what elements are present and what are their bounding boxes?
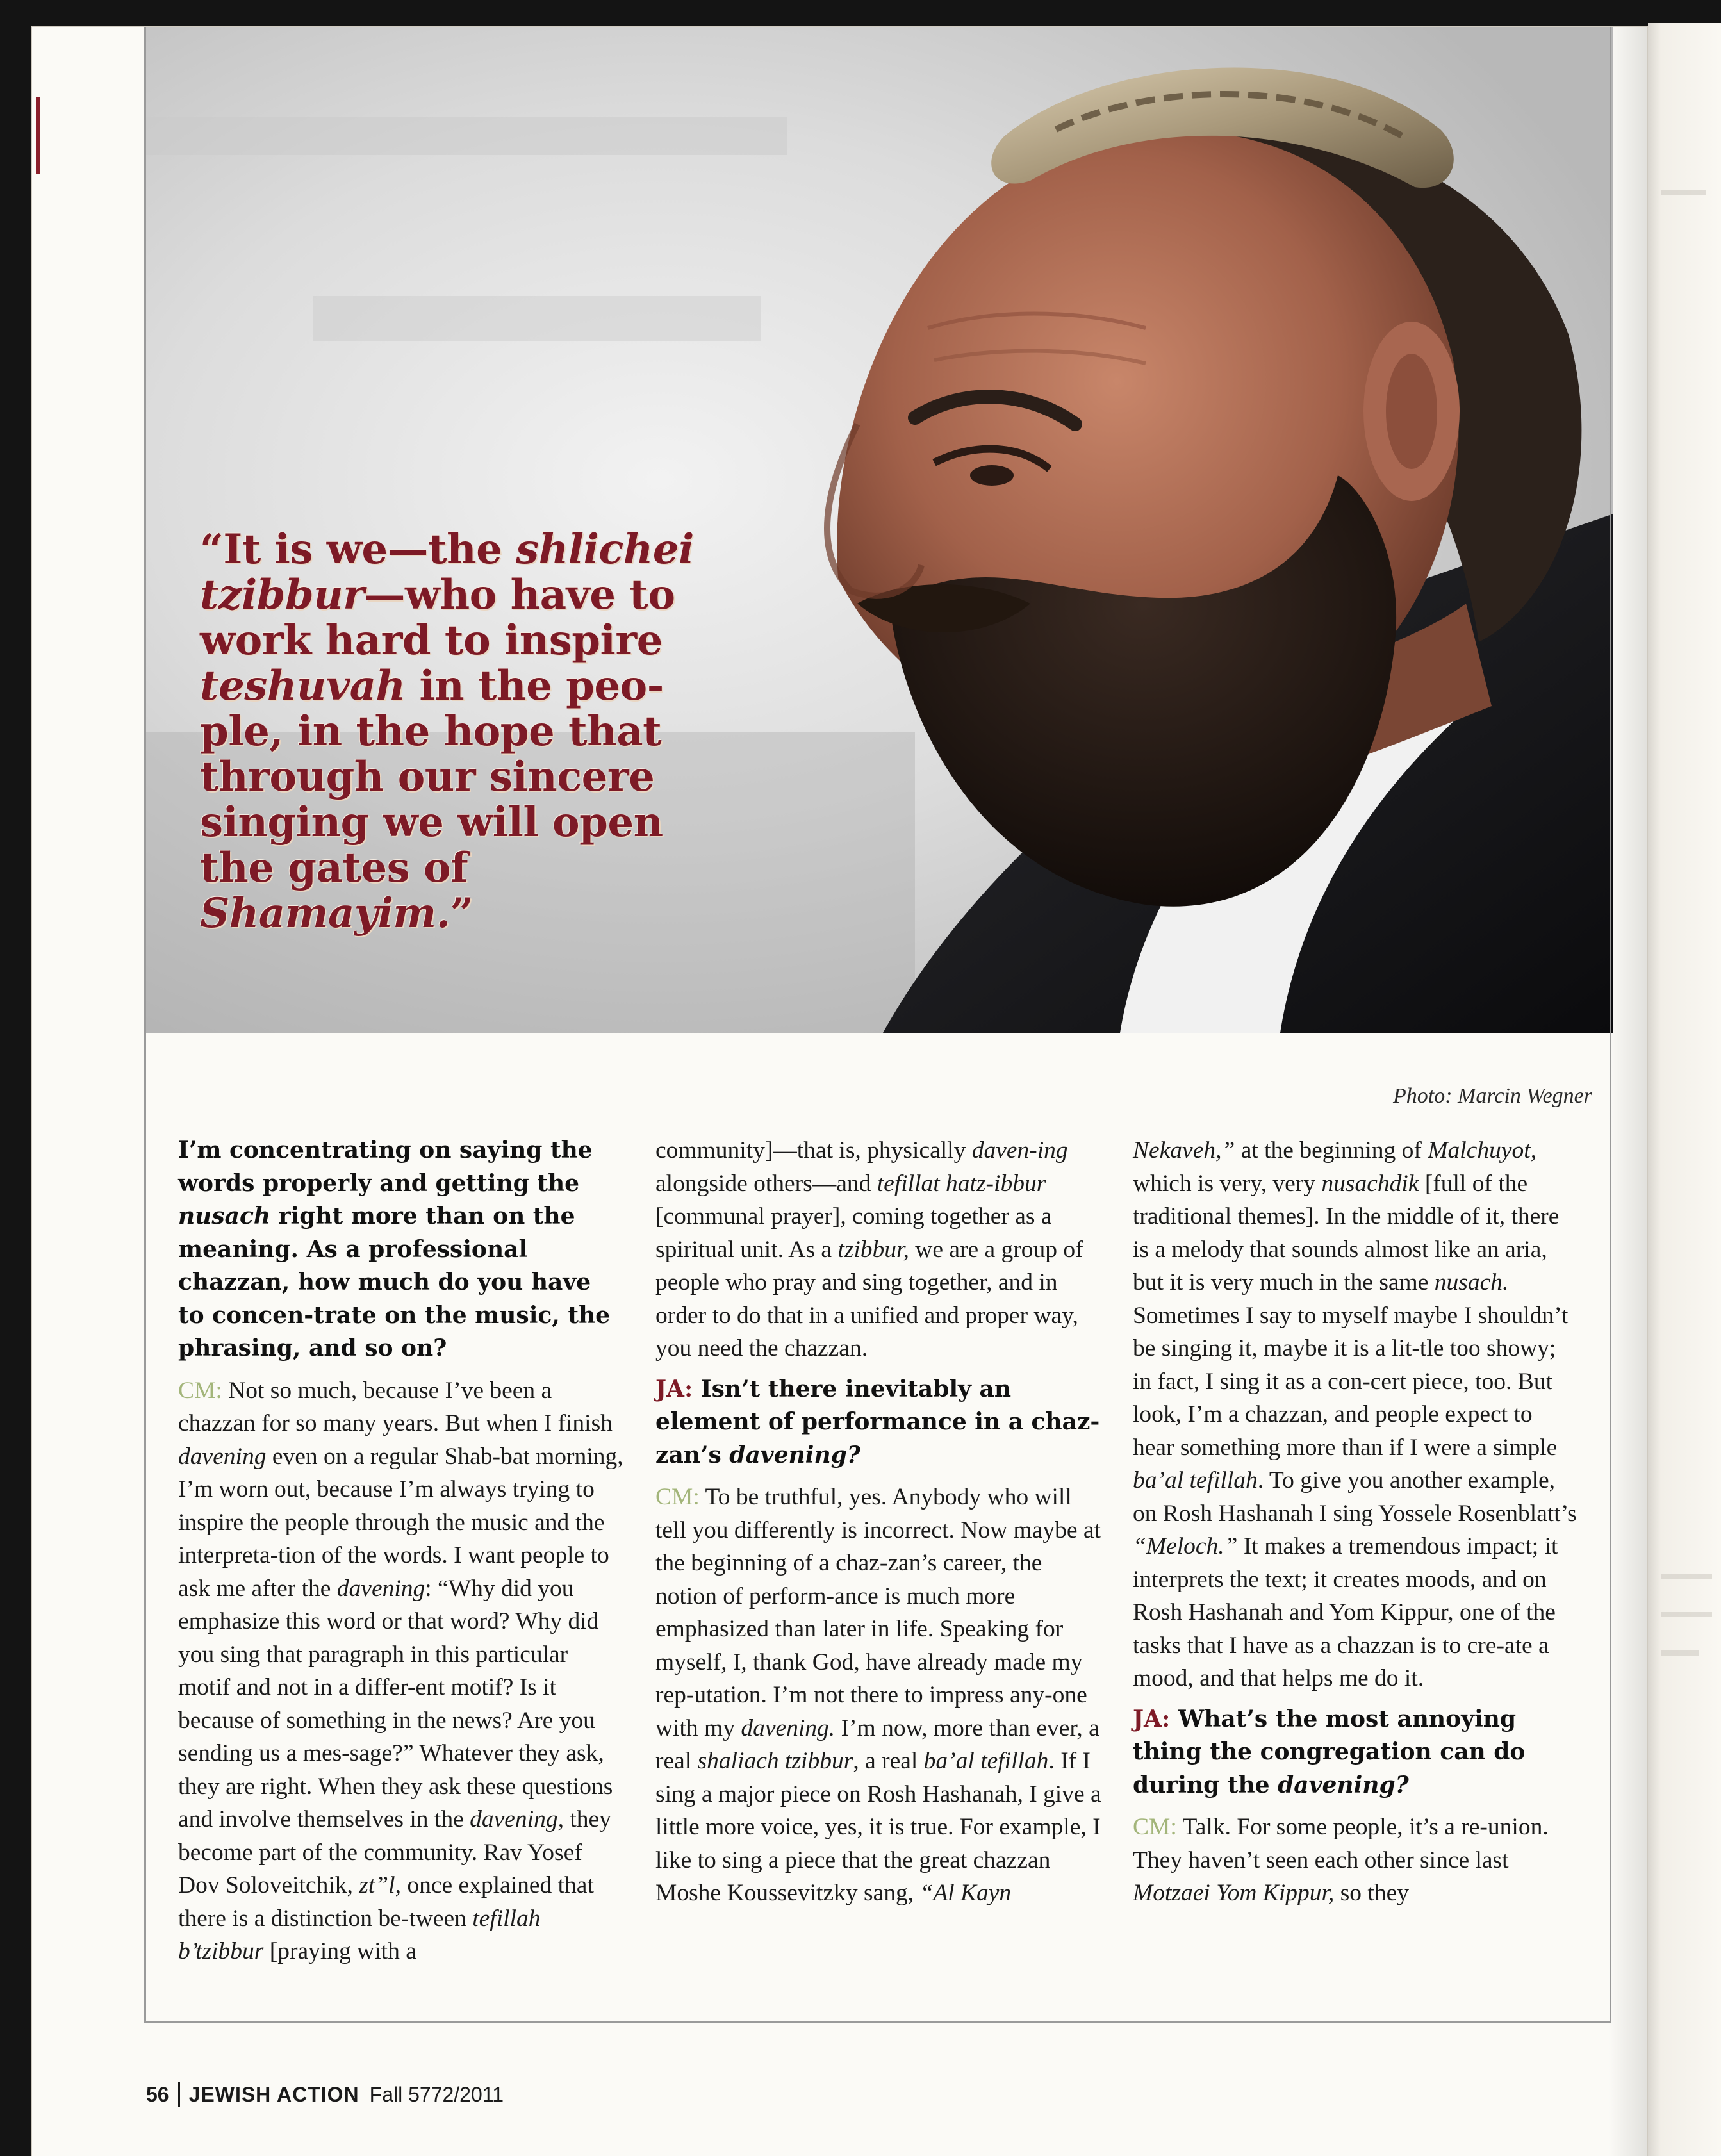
article-column-2 [655,1134,1101,1918]
column-2-question [655,1373,1101,1472]
ghost-text-line [1661,1612,1712,1617]
question-text: What’s the most annoying thing the congregation can do during the davening? [1133,1705,1526,1798]
pull-quote-line: ple, in the hope that [200,707,662,755]
answer-text: Talk. For some people, it’s a re-union. They haven’t seen each other since last Motzaei Yom Kippur, so they [1133,1814,1549,1906]
footer-divider [178,2082,180,2107]
speaker-cm: CM: [178,1377,229,1404]
column-3-answer [1133,1811,1579,1910]
pull-quote [200,527,700,936]
pull-quote-line: Shamayim.” [200,889,473,937]
photo-credit: Photo: Marcin Wegner [1393,1084,1592,1108]
speaker-cm: CM: [655,1484,705,1510]
page-edge-mark [36,97,40,174]
column-2-paragraph: community]—that is, physically daven-ing alongside others—and tefillat hatz-ibbur [communal prayer], coming together as a spiritual unit. As a tzibbur, we are a group of people who pray and sing together, and in order to do that in a unified and proper way, you need the chazzan. [655,1137,1083,1362]
speaker-ja: JA: [655,1375,701,1403]
pull-quote-line: teshuvah in the peo- [200,662,664,710]
column-2-answer [655,1481,1101,1910]
ghost-text-line [1661,1574,1712,1579]
magazine-name: JEWISH ACTION [188,2082,359,2106]
pull-quote-line: the gates of [200,844,468,892]
issue-date: Fall 5772/2011 [369,2082,504,2106]
pull-quote-line: work hard to inspire [200,616,663,664]
pull-quote-line: tzibbur—who have to [200,571,675,619]
answer-text: Not so much, because I’ve been a chazzan for so many years. But when I finish davening even on a regular Shab-bat morning, I’m worn out, because I’m always trying to inspire the people through the music and the interpreta-tion of the words. I want people to ask me after the davening: “Why did you emphasize this word or that word? Why did you sing that paragraph in this particular motif and not in a differ-ent motif? Is it because of something in the news? Are you sending us a mes-sage?” Whatever they ask, they are right. When they ask these questions and involve themselves in the davening, they become part of the community. Rav Yosef Dov Soloveitchik, zt”l, once explained that there is a distinction be-tween tefillah b’tzibbur [praying with a [178,1377,623,1964]
page-number: 56 [146,2082,169,2106]
column-1-question: I’m concentrating on saying the words properly and getting the nusach right more than on the meaning. As a professional chazzan, how much do you have to concen-trate on the music, the phrasing, and so on? [178,1137,611,1362]
answer-text: To be truthful, yes. Anybody who will tell you differently is incorrect. Now maybe at the beginning of a chaz-zan’s career, the notion of perform-ance is much more emphasized than later in life. Speaking for myself, I, thank God, have already made my rep-utation. I’m not there to impress any-one with my davening. I’m now, more than ever, a real shaliach tzibbur, a real ba’al tefillah. If I sing a major piece on Rosh Hashanah, I give a little more voice, yes, it is true. For example, I like to sing a piece that the great chazzan Moshe Koussevitzky sang, “Al Kayn [655,1484,1101,1906]
speaker-ja: JA: [1133,1705,1178,1732]
column-3-paragraph: Nekaveh,” at the beginning of Malchuyot, which is very, very nusachdik [full of the traditional themes]. In the middle of it, there is a melody that sounds almost like an aria, but it is very much in the same nusach. Sometimes I say to myself maybe I shouldn’t be singing it, maybe it is a lit-tle too showy; in fact, I sing it as a con-cert piece, too. But look, I’m a chazzan, and people expect to hear something more than if I were a simple ba’al tefillah. To give you another example, on Rosh Hashanah I sing Yossele Rosenblatt’s “Meloch.” It makes a tremendous impact; it interprets the text; it creates moods, and on Rosh Hashanah and Yom Kippur, one of the tasks that I have as a chazzan is to cre-ate a mood, and that helps me do it. [1133,1137,1577,1691]
adjacent-page-edge [1648,23,1721,2156]
pull-quote-line: singing we will open [200,798,663,846]
pull-quote-line: through our sincere [200,753,655,801]
ghost-text-line [1661,1650,1699,1656]
article-column-3 [1133,1134,1579,1918]
spine-shadow [1608,27,1647,2156]
question-text: Isn’t there inevitably an element of performance in a chaz-zan’s davening? [655,1375,1100,1469]
magazine-page [32,27,1647,2156]
speaker-cm: CM: [1133,1814,1183,1840]
column-3-question [1133,1703,1579,1802]
column-1-answer [178,1374,624,1968]
article-body [178,1134,1581,2025]
page-footer [146,2082,504,2107]
pull-quote-line: “It is we—the shlichei [200,525,694,573]
ghost-text-line [1661,190,1706,195]
article-column-1 [178,1134,624,1976]
